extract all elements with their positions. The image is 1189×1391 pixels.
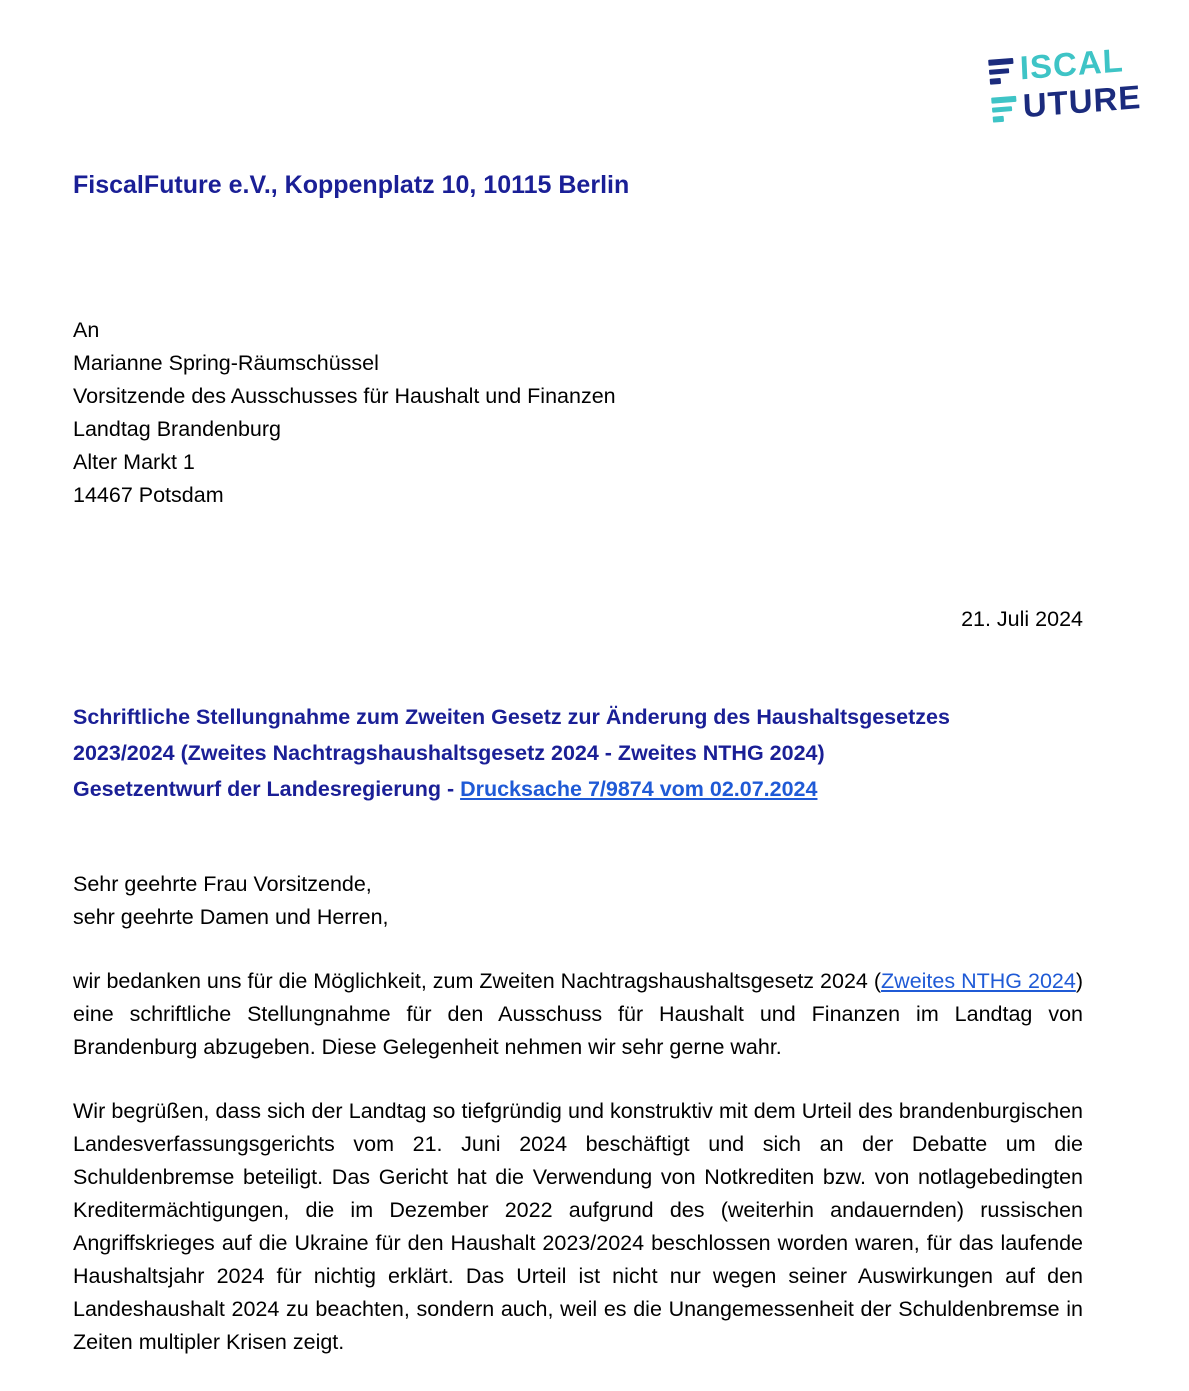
recipient-line: Marianne Spring-Räumschüssel: [73, 351, 379, 375]
logo-f-bars-icon: [991, 96, 1018, 123]
subject-line-1: Schriftliche Stellungnahme zum Zweiten Gesetz zur Änderung des Haushaltsgesetzes: [73, 705, 950, 729]
salutation-line-1: Sehr geehrte Frau Vorsitzende,: [73, 872, 372, 896]
subject-line-3: [73, 771, 1083, 807]
recipient-address-block: [73, 314, 1083, 512]
body-paragraph-1: [73, 965, 1083, 1064]
subject-line-2: 2023/2024 (Zweites Nachtragshaushaltsgesetz 2024 - Zweites NTHG 2024): [73, 741, 825, 765]
fiscal-future-logo: [988, 42, 1143, 125]
salutation-block: [73, 868, 1083, 934]
recipient-line: Vorsitzende des Ausschusses für Haushalt und Finanzen: [73, 384, 616, 408]
letter-date: 21. Juli 2024: [961, 607, 1083, 631]
logo-word-fiscal: ISCAL: [1019, 41, 1125, 87]
paragraph-1-text: ) eine schriftliche Stellungnahme für den Ausschuss für Haushalt und Finanzen im Landtag von Brandenburg abzugeben. Diese Gelegenheit nehmen wir sehr gerne wahr.: [73, 969, 1083, 1059]
subject-line-3-text: Gesetzentwurf der Landesregierung -: [73, 777, 461, 801]
body-paragraph-2: Wir begrüßen, dass sich der Landtag so tiefgründig und konstruktiv mit dem Urteil des brandenburgischen Landesverfassungsgerichts vom 21. Juni 2024 beschäftigt und sich an der Debatte um die Schuldenbremse beteiligt. Das Gericht hat die Verwendung von Notkrediten bzw. von notlagebedingten Kreditermächtigungen, die im Dezember 2022 aufgrund des (weiterhin andauernden) russischen Angriffskrieges auf die Ukraine für den Haushalt 2023/2024 beschlossen worden waren, für das laufende Haushaltsjahr 2024 für nichtig erklärt. Das Urteil ist nicht nur wegen seiner Auswirkungen auf den Landeshaushalt 2024 zu beachten, sondern auch, weil es die Unangemessenheit der Schuldenbremse in Zeiten multipler Krisen zeigt.: [73, 1099, 1083, 1354]
zweites-nthg-link[interactable]: Zweites NTHG 2024: [881, 969, 1076, 993]
salutation-line-2: sehr geehrte Damen und Herren,: [73, 905, 389, 929]
logo-f-bars-icon: [988, 58, 1015, 85]
paragraph-1-text: wir bedanken uns für die Möglichkeit, zum Zweiten Nachtragshaushaltsgesetz 2024 (: [73, 969, 882, 993]
recipient-line: Landtag Brandenburg: [73, 417, 282, 441]
drucksache-link[interactable]: Drucksache 7/9874 vom 02.07.2024: [460, 777, 818, 801]
recipient-line: Alter Markt 1: [73, 450, 195, 474]
recipient-line: 14467 Potsdam: [73, 483, 224, 507]
recipient-line: An: [73, 318, 100, 342]
subject-heading: [73, 699, 1083, 807]
logo-word-future: UTURE: [1022, 77, 1143, 125]
sender-line: FiscalFuture e.V., Koppenplatz 10, 10115 Berlin: [73, 171, 630, 199]
